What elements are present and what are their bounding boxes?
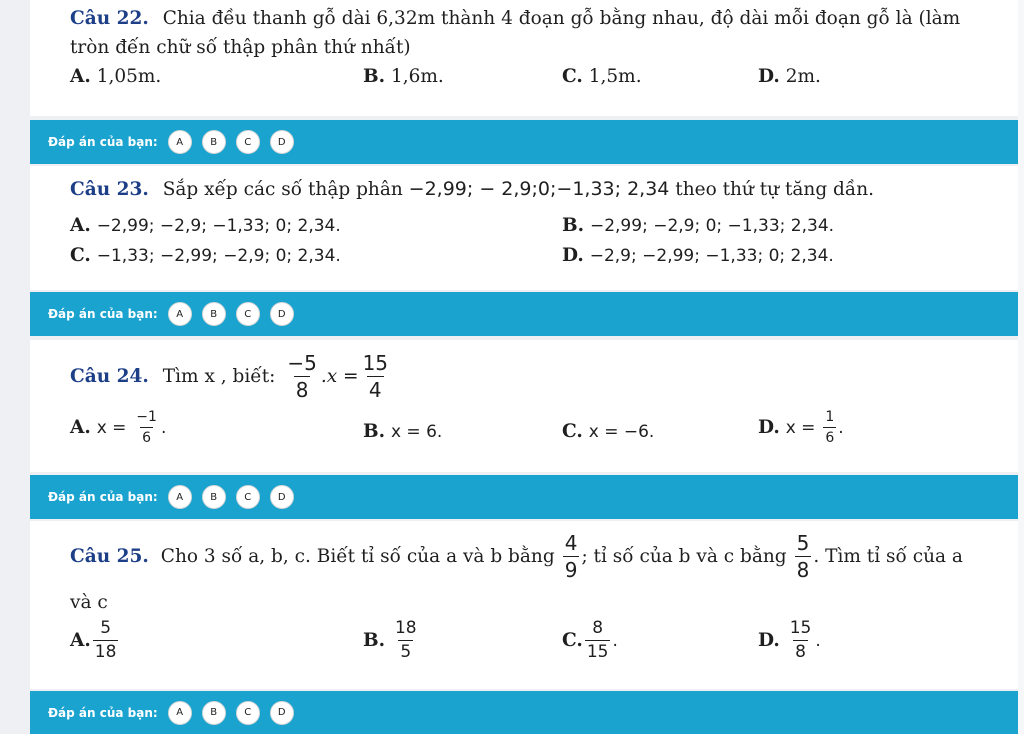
option-b-button[interactable]: B — [202, 130, 226, 154]
question-24-line1 — [70, 344, 392, 408]
option-a-button[interactable]: A — [168, 302, 192, 326]
answer-b: B. $\frac{18}{5}$ — [363, 618, 417, 662]
option-c-button[interactable]: C — [236, 302, 260, 326]
question-text: Sắp xếp các số thập phân — [162, 179, 403, 200]
option-c-button[interactable]: C — [236, 701, 260, 725]
question-text: Tìm x , biết: — [162, 365, 276, 387]
fraction: $\frac{8}{15}$ — [586, 618, 609, 662]
question-number: Câu 22. — [70, 8, 149, 29]
option-c-button[interactable]: C — [236, 485, 260, 509]
option-b-button[interactable]: B — [202, 302, 226, 326]
answer-c: C. −1,33; −2,99; −2,9; 0; 2,34. — [70, 245, 341, 266]
answer-d: D. x = $\frac{1}{6}$ . — [758, 409, 844, 446]
answer-bar-22 — [30, 120, 1018, 164]
option-a-button[interactable]: A — [168, 130, 192, 154]
option-b-button[interactable]: B — [202, 701, 226, 725]
fraction: $\frac{15}{8}$ — [789, 618, 812, 662]
answer-a: A. 1,05m. — [70, 66, 162, 87]
answer-c: C. $\frac{8}{15}$ . — [562, 618, 618, 662]
question-number: Câu 24. — [70, 365, 149, 387]
fraction: $\frac{-1}{6}$ — [136, 409, 157, 446]
question-22-line1 — [70, 8, 960, 29]
fraction: $\frac{5}{18}$ — [94, 618, 117, 662]
option-b-button[interactable]: B — [202, 485, 226, 509]
answer-bar-label: Đáp án của bạn: — [48, 490, 158, 504]
fraction: $\frac{1}{6}$ — [825, 409, 835, 446]
question-22-line2 — [70, 37, 411, 58]
option-d-button[interactable]: D — [270, 701, 294, 725]
answer-bar-24 — [30, 475, 1018, 519]
fraction-5-8: $\frac{5}{8}$ — [796, 530, 810, 582]
question-text: tròn đến chữ số thập phân thứ nhất) — [70, 37, 411, 58]
answer-d: D. $\frac{15}{8}$ . — [758, 618, 821, 662]
scrollbar-track[interactable] — [1018, 0, 1024, 734]
fraction-neg5-8: $\frac{-5}{8}$ — [287, 350, 317, 402]
option-d-button[interactable]: D — [270, 130, 294, 154]
answer-a: A. x = $\frac{-1}{6}$ . — [70, 409, 167, 446]
answer-a: A. −2,99; −2,9; −1,33; 0; 2,34. — [70, 215, 341, 236]
option-c-button[interactable]: C — [236, 130, 260, 154]
question-number: Câu 25. — [70, 545, 149, 567]
number-list: −2,99; − 2,9;0;−1,33; 2,34 — [408, 178, 670, 200]
answer-b: B. x = 6. — [363, 421, 443, 442]
fraction: $\frac{18}{5}$ — [394, 618, 417, 662]
option-d-button[interactable]: D — [270, 302, 294, 326]
answer-d: D. 2m. — [758, 66, 821, 87]
answer-b: B. −2,99; −2,9; 0; −1,33; 2,34. — [562, 215, 835, 236]
answer-d: D. −2,9; −2,99; −1,33; 0; 2,34. — [562, 245, 834, 266]
question-23-line1 — [70, 178, 874, 200]
question-text: . Tìm tỉ số của a — [813, 545, 963, 567]
question-text: Chia đều thanh gỗ dài 6,32m thành 4 đoạn gỗ bằng nhau, độ dài mỗi đoạn gỗ là (làm — [162, 8, 961, 29]
answer-bar-label: Đáp án của bạn: — [48, 705, 158, 720]
answer-c: C. x = −6. — [562, 421, 655, 442]
answer-a: A. $\frac{5}{18}$ — [70, 618, 117, 662]
question-25-line1 — [70, 528, 963, 584]
fraction-4-9: $\frac{4}{9}$ — [564, 530, 578, 582]
question-text: và c — [70, 592, 108, 613]
fraction-15-4: $\frac{15}{4}$ — [362, 350, 389, 402]
answer-b: B. 1,6m. — [363, 66, 444, 87]
option-a-button[interactable]: A — [168, 485, 192, 509]
equation-mid: .x = — [320, 365, 359, 387]
answer-bar-label: Đáp án của bạn: — [48, 307, 158, 321]
question-text: Cho 3 số a, b, c. Biết tỉ số của a và b bằng — [160, 545, 555, 567]
answer-bar-25 — [30, 691, 1018, 734]
question-number: Câu 23. — [70, 179, 149, 200]
question-text: theo thứ tự tăng dần. — [675, 179, 875, 200]
option-d-button[interactable]: D — [270, 485, 294, 509]
question-25-line2 — [70, 592, 108, 613]
question-text: ; tỉ số của b và c bằng — [581, 545, 787, 567]
answer-c: C. 1,5m. — [562, 66, 642, 87]
answer-bar-label: Đáp án của bạn: — [48, 135, 158, 149]
option-a-button[interactable]: A — [168, 701, 192, 725]
answer-bar-23 — [30, 292, 1018, 336]
